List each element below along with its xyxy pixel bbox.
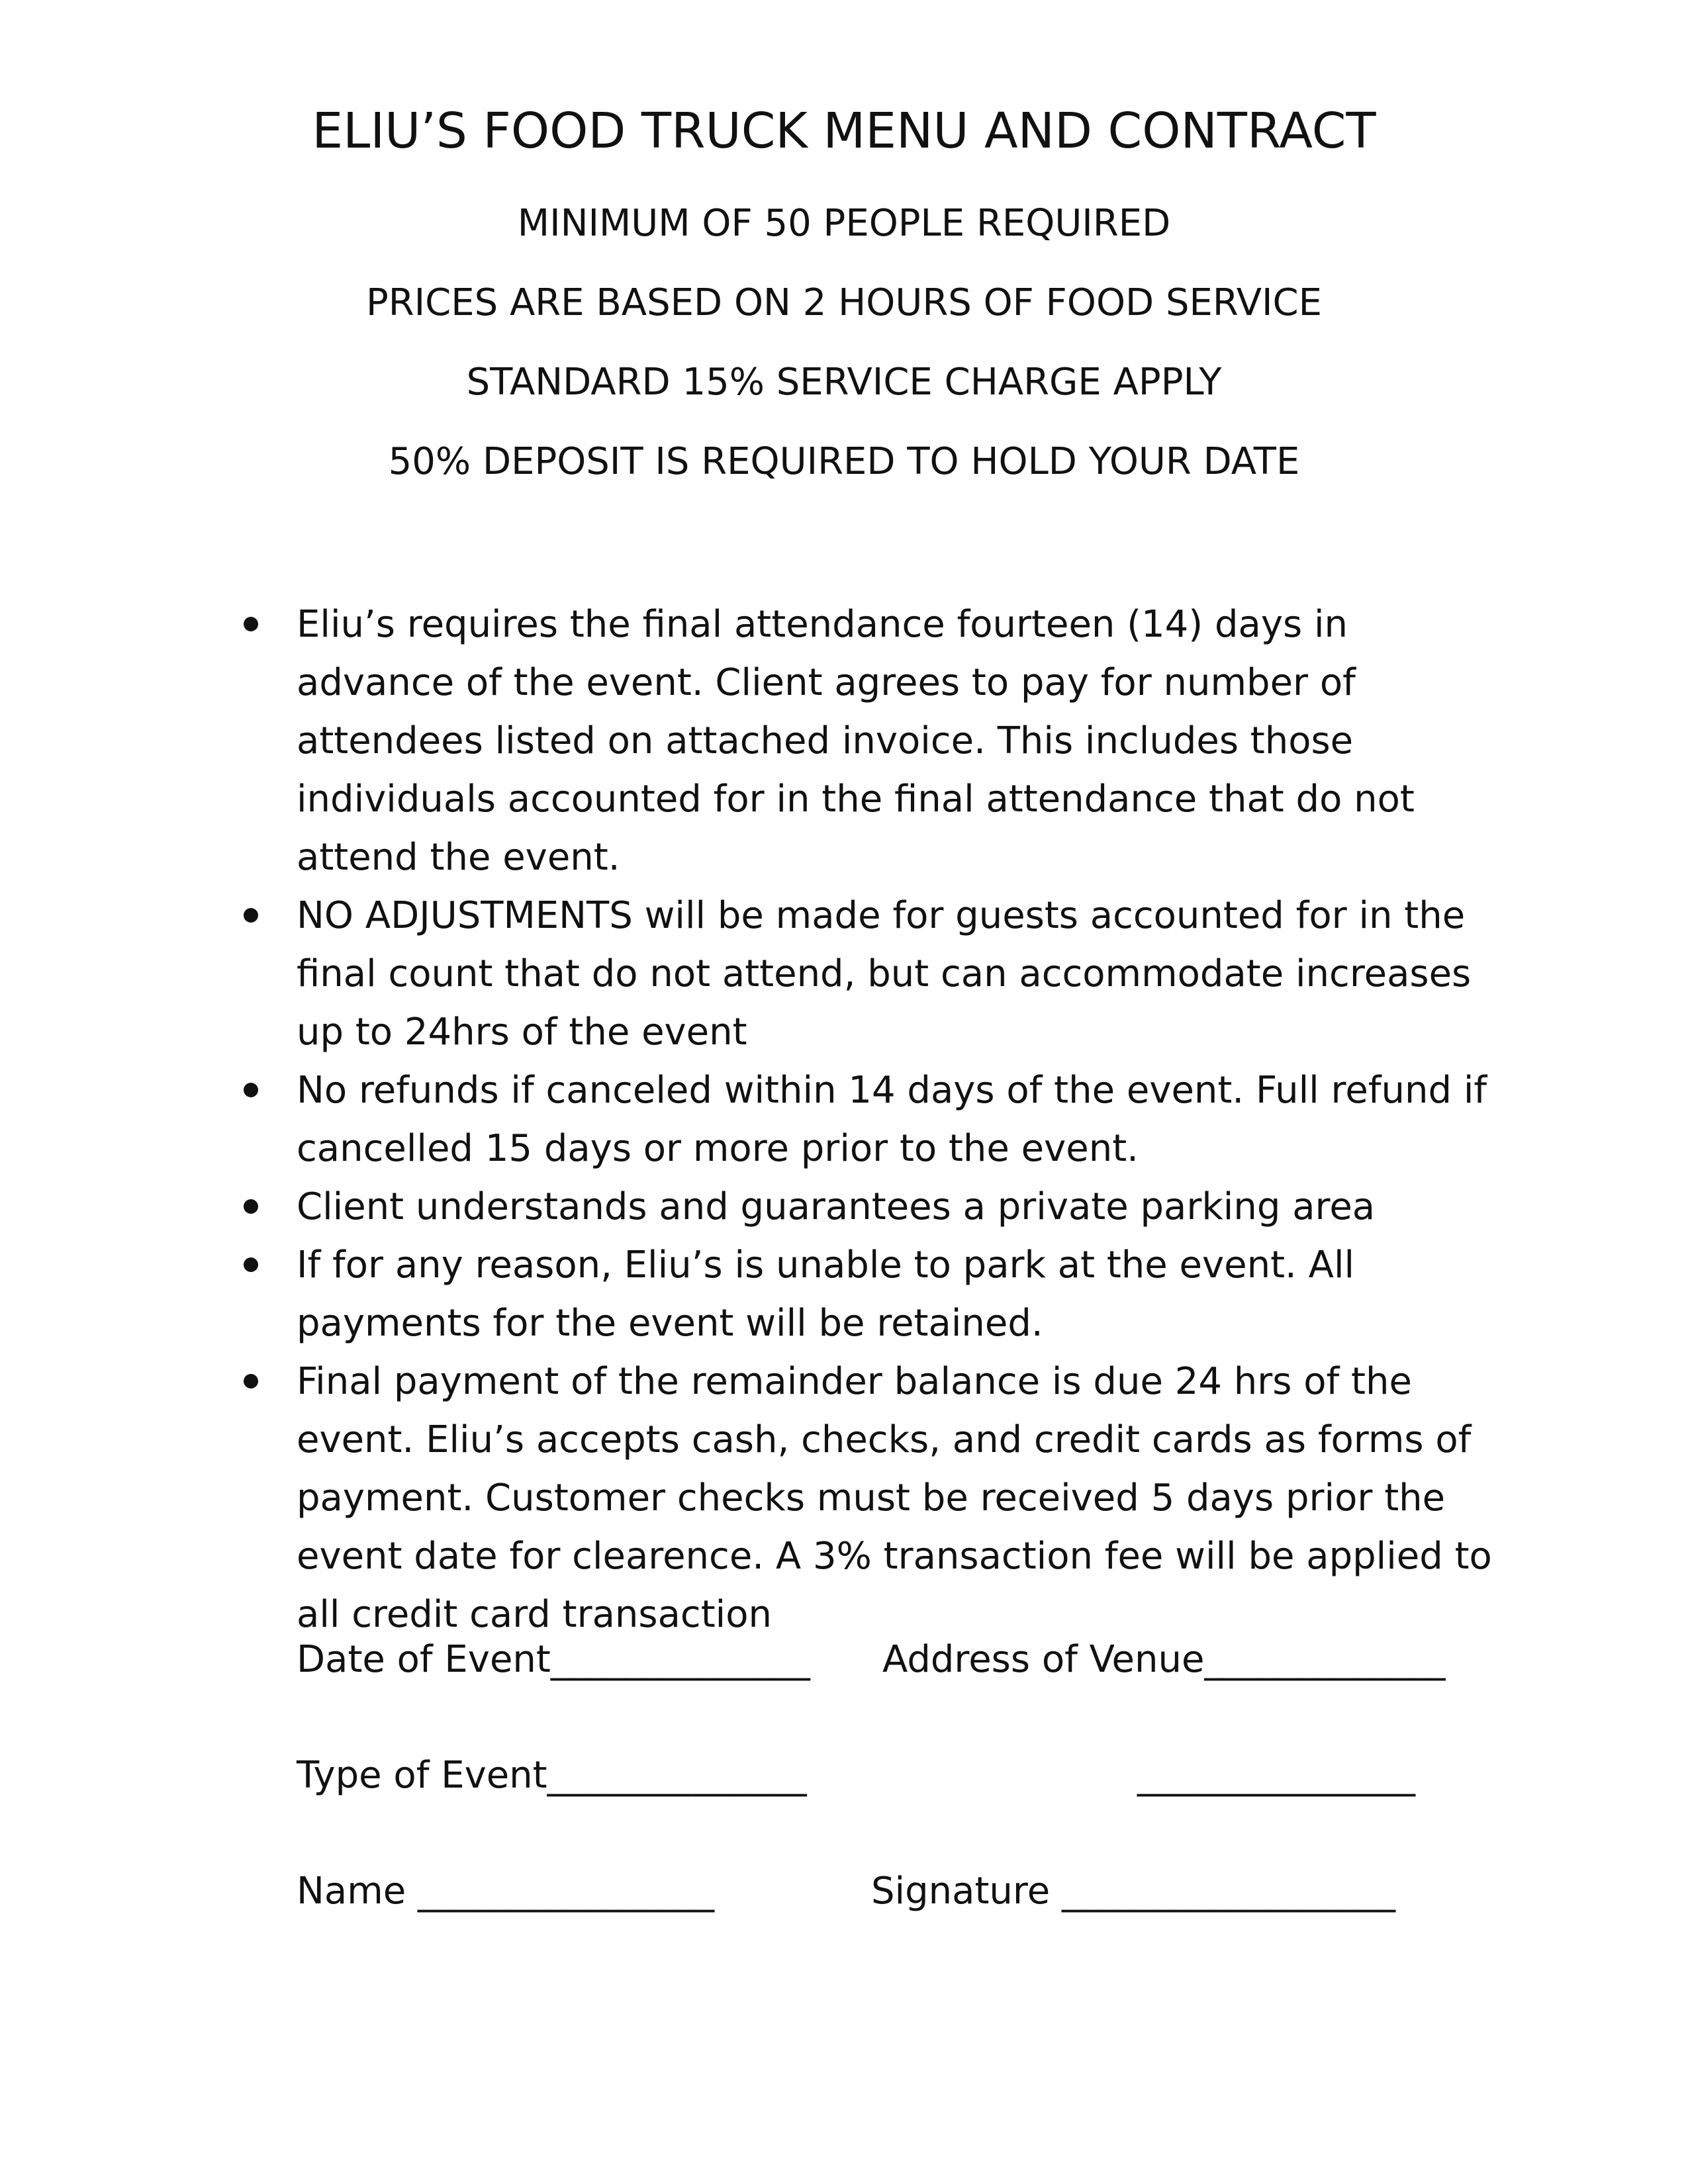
bullet-icon — [244, 1083, 258, 1097]
term-item-refunds — [244, 1062, 1501, 1178]
address-of-venue-field[interactable]: Address of Venue_____________ — [882, 1638, 1446, 1681]
type-of-event-field[interactable]: Type of Event______________ — [297, 1754, 807, 1797]
terms-list — [244, 596, 1501, 1644]
minimum-people-line: MINIMUM OF 50 PEOPLE REQUIRED — [517, 202, 1171, 245]
term-text: Client understands and guarantees a private parking area — [297, 1185, 1376, 1228]
field-row-name-signature — [297, 1870, 1554, 1985]
bullet-icon — [244, 1257, 258, 1272]
bullet-icon — [244, 908, 258, 923]
field-row-type — [297, 1754, 1554, 1870]
document-title: ELIU’S FOOD TRUCK MENU AND CONTRACT — [312, 103, 1376, 159]
deposit-line: 50% DEPOSIT IS REQUIRED TO HOLD YOUR DATE — [388, 440, 1300, 483]
term-item-attendance — [244, 596, 1501, 887]
term-text: Final payment of the remainder balance is due 24 hrs of the event. Eliu’s accepts cash, checks, and credit cards as forms of payment. Customer checks must be received 5 days prior the event date for clearence. A 3% transaction fee will be applied to all credit card transaction — [297, 1360, 1492, 1636]
name-field[interactable]: Name ________________ — [297, 1870, 715, 1913]
field-row-date-venue — [297, 1638, 1554, 1754]
date-of-event-field[interactable]: Date of Event______________ — [297, 1638, 810, 1681]
term-item-adjustments — [244, 887, 1501, 1062]
term-text: Eliu’s requires the final attendance fourteen (14) days in advance of the event. Client agrees to pay for number of attendees listed on attached invoice. This includes those individuals accounted for in the final attendance that do not attend the event. — [297, 603, 1415, 879]
signature-field[interactable]: Signature __________________ — [871, 1870, 1395, 1913]
venue-continuation-line[interactable]: _______________ — [1137, 1754, 1415, 1797]
bullet-icon — [244, 1374, 258, 1388]
term-item-parking — [244, 1178, 1501, 1236]
term-item-parking-payments — [244, 1236, 1501, 1353]
term-text: No refunds if canceled within 14 days of the event. Full refund if cancelled 15 days or more prior to the event. — [297, 1069, 1487, 1170]
signature-fields — [297, 1638, 1554, 1985]
term-text: NO ADJUSTMENTS will be made for guests accounted for in the final count that do not attend, but can accommodate increases up to 24hrs of the event — [297, 894, 1472, 1054]
bullet-icon — [244, 617, 258, 631]
term-item-final-payment — [244, 1353, 1501, 1644]
bullet-icon — [244, 1199, 258, 1214]
pricing-basis-line: PRICES ARE BASED ON 2 HOURS OF FOOD SERVICE — [365, 281, 1323, 324]
term-text: If for any reason, Eliu’s is unable to park at the event. All payments for the event will be retained. — [297, 1244, 1355, 1345]
service-charge-line: STANDARD 15% SERVICE CHARGE APPLY — [466, 361, 1222, 404]
